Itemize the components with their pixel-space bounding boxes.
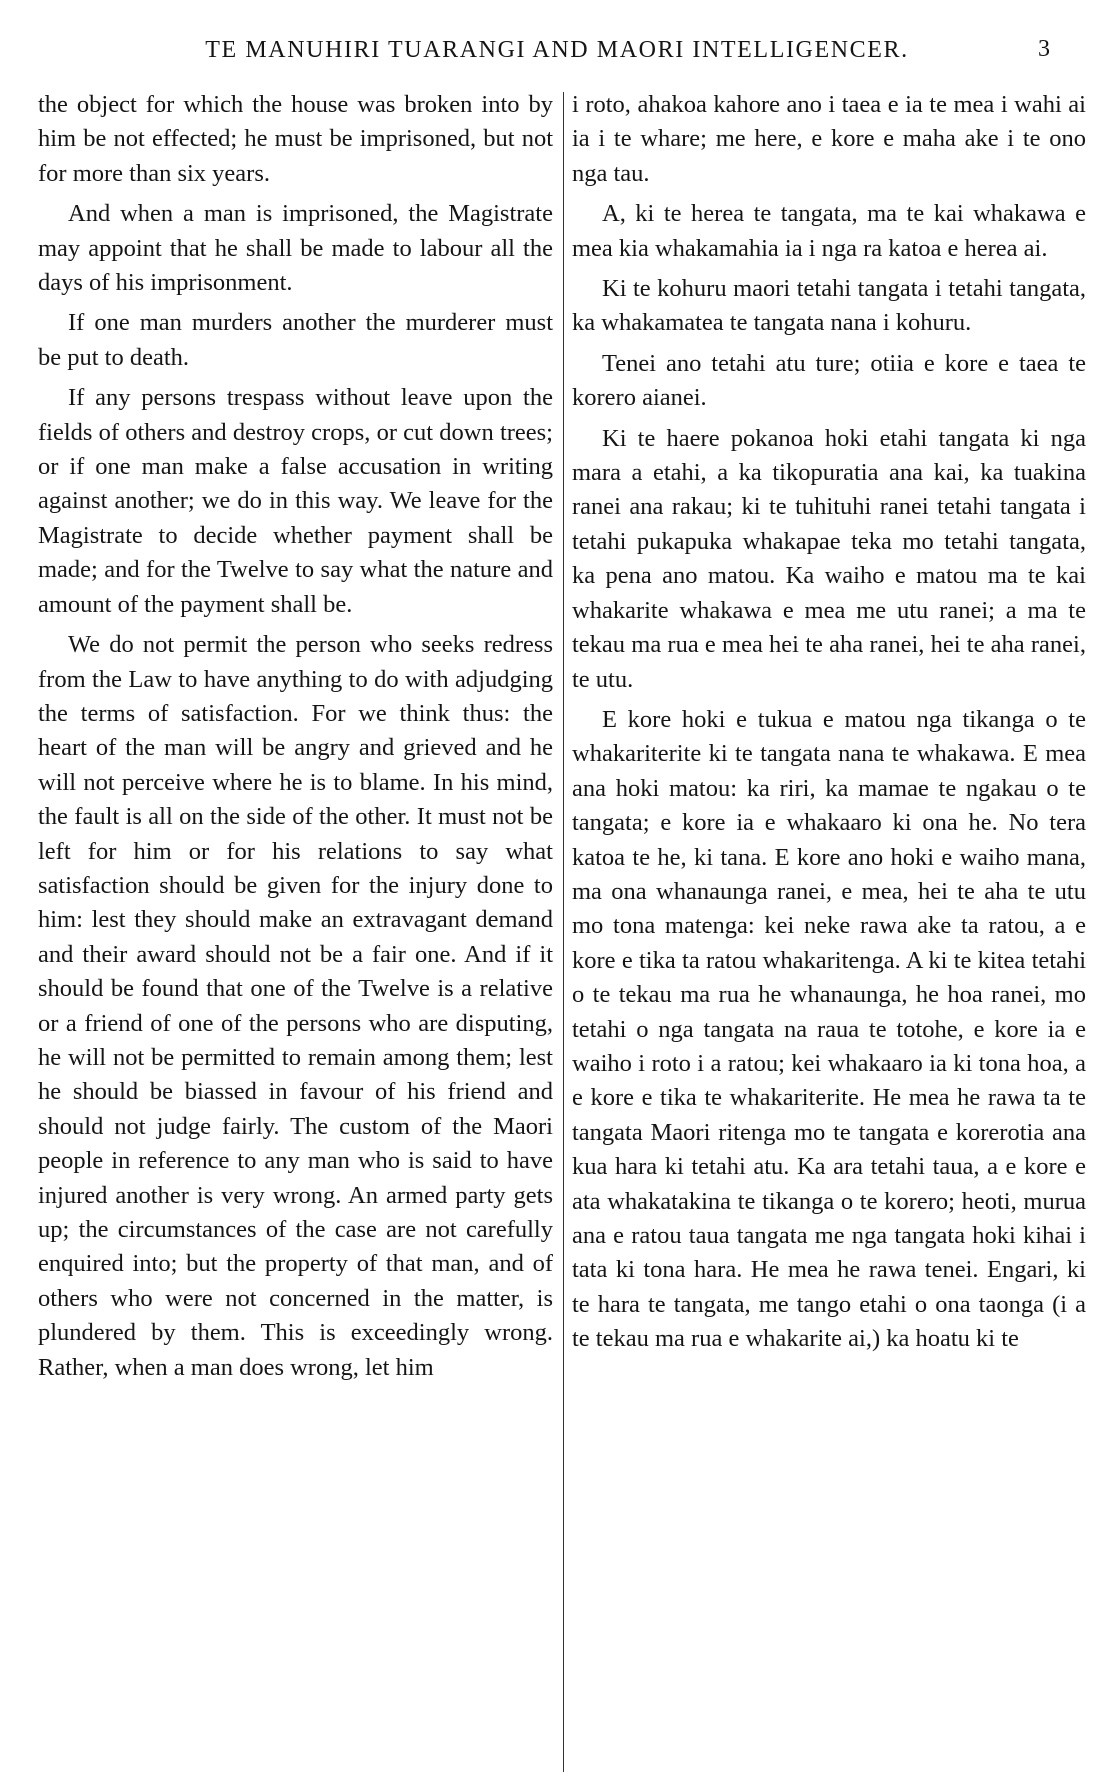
english-paragraph: And when a man is imprisoned, the Magistrate may appoint that he shall be made to labour all the days of his imprisonment. xyxy=(38,200,553,297)
english-paragraph: the object for which the house was broken into by him be not effected; he must be imprisoned, but not for more than six years. xyxy=(38,91,553,187)
maori-paragraph: E kore hoki e tukua e matou nga tikanga o te whakariterite ki te tangata nana te whakawa. E mea ana hoki matou: ka riri, ka mamae te ngakau o te tangata; e kore ia e whakaaro ki ona he. No tera katoa te he, ki tana. E kore ano hoki e waiho mana, ma ona whanaunga ranei, e mea, hei te aha te utu mo tona matenga: kei neke rawa ake ta ratou, a e kore e tika ta ratou whakaritenga. A ki te kitea tetahi o te tekau ma rua he whanaunga, he hoa ranei, mo tetahi o nga tangata na raua te totohe, e kore ia e waiho i roto i a ratou; kei whakaaro ia ki tona hoa, a e kore e tika te whakariterite. He mea he rawa ta te tangata Maori ritenga mo te tangata e korerotia ana kua hara ki tetahi atu. Ka ara tetahi taua, a e kore e ata whakatakina te tikanga o te korero; heoti, murua ana e ratou taua tangata me nga tangata hoki kihai i tata ki tona hara. He mea he rawa tenei. Engari, ki te hara te tangata, me tango etahi o ona taonga (i a te tekau ma rua e whakarite ai,) ka hoatu ki te xyxy=(572,705,1086,1353)
maori-paragraph: Ki te kohuru maori tetahi tangata i tetahi tangata, ka whakamatea te tangata nana i kohuru. xyxy=(572,275,1086,337)
maori-paragraph: Ki te haere pokanoa hoki etahi tangata ki nga mara a etahi, a ka tikopuratia ana kai, ka tuakina ranei ana rakau; ki te tuhituhi ranei tetahi tangata i tetahi pukapuka whakapae teka mo tetahi tangata, ka pena ano matou. Ka waiho e matou ma te kai whakarite whakawa e mea me utu ranei; a ma te tekau ma rua e mea hei te aha ranei, hei te aha ranei, te utu. xyxy=(572,424,1086,693)
english-column xyxy=(38,88,553,1778)
maori-paragraph: A, ki te herea te tangata, ma te kai whakawa e mea kia whakamahia ia i nga ra katoa e herea ai. xyxy=(572,200,1086,262)
maori-paragraph: i roto, ahakoa kahore ano i taea e ia te mea i wahi ai ia i te whare; me here, e kore e maha ake i te ono nga tau. xyxy=(572,91,1086,187)
english-paragraph: We do not permit the person who seeks redress from the Law to have anything to do with adjudging the terms of satisfaction. For we think thus: the heart of the man will be angry and grieved and he will not perceive where he is to blame. In his mind, the fault is all on the side of the other. It must not be left for him or for his relations to say what satisfaction should be given for the injury done to him: lest they should make an extravagant demand and their award should not be a fair one. And if it should be found that one of the Twelve is a relative or a friend of one of the persons who are disputing, he will not be permitted to remain among them; lest he should be biassed in favour of his friend and should not judge fairly. The custom of the Maori people in reference to any man who is said to have injured another is very wrong. An armed party gets up; the circumstances of the case are not carefully enquired into; but the property of that man, and of others who were not concerned in the matter, is plundered by them. This is exceedingly wrong. Rather, when a man does wrong, let him xyxy=(38,631,553,1381)
maori-column xyxy=(572,88,1086,1778)
running-title: TE MANUHIRI TUARANGI AND MAORI INTELLIGENCER. xyxy=(205,36,909,63)
column-divider xyxy=(563,92,564,1772)
english-paragraph: If one man murders another the murderer must be put to death. xyxy=(38,309,553,371)
page-number: 3 xyxy=(1038,36,1050,62)
english-paragraph: If any persons trespass without leave upon the fields of others and destroy crops, or cut down trees; or if one man make a false accusation in writing against another; we do in this way. We leave for the Magistrate to decide whether payment shall be made; and for the Twelve to say what the nature and amount of the payment shall be. xyxy=(38,384,553,618)
maori-paragraph: Tenei ano tetahi atu ture; otiia e kore e taea te korero aianei. xyxy=(572,349,1086,412)
page-header xyxy=(40,30,1074,70)
